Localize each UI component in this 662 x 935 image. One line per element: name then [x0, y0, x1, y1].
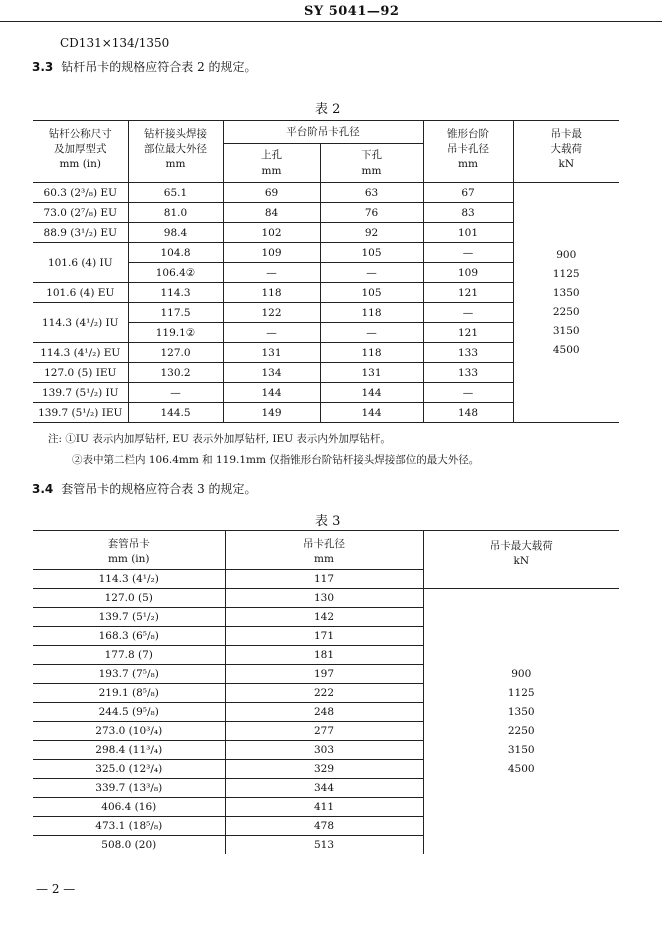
- t2-cell: 76: [320, 203, 423, 223]
- t2-cell: 83: [423, 203, 513, 223]
- load-value: 1350: [552, 286, 580, 299]
- t3-cell: 171: [225, 627, 423, 646]
- t2-h-max-load: 吊卡最 大载荷 kN: [513, 121, 619, 183]
- t2-cell: 127.0: [128, 343, 223, 363]
- t2-cell: 131: [320, 363, 423, 383]
- table2-note-1: 注: ①IU 表示内加厚钻杆, EU 表示外加厚钻杆, IEU 表示内外加厚钻杆。: [48, 433, 391, 445]
- t3-h-max-load: 吊卡最大载荷 kN: [423, 531, 619, 589]
- t2-cell: —: [423, 383, 513, 403]
- t3-cell: 277: [225, 722, 423, 741]
- t2-cell: 144: [320, 383, 423, 403]
- table2: [33, 120, 619, 423]
- section-number: 3.4: [32, 482, 54, 496]
- t2-cell: 127.0 (5) IEU: [33, 363, 128, 383]
- t2-cell: 114.3: [128, 283, 223, 303]
- t2-cell: 118: [320, 343, 423, 363]
- t3-cell: 142: [225, 608, 423, 627]
- t2-cell: —: [128, 383, 223, 403]
- t2-cell: 105: [320, 283, 423, 303]
- t2-cell: 109: [423, 263, 513, 283]
- t2-cell: —: [423, 303, 513, 323]
- t2-cell: 119.1②: [128, 323, 223, 343]
- t2-cell: —: [223, 323, 320, 343]
- t2-cell: 139.7 (5¹/₂) IEU: [33, 403, 128, 423]
- t2-cell: 109: [223, 243, 320, 263]
- t2-cell: 134: [223, 363, 320, 383]
- t2-cell: 144.5: [128, 403, 223, 423]
- section-text: 套管吊卡的规格应符合表 3 的规定。: [61, 482, 257, 496]
- standard-header: SY 5041—92: [304, 4, 400, 19]
- t3-cell: 193.7 (7⁵/₈): [33, 665, 225, 684]
- t2-cell: 133: [423, 343, 513, 363]
- t2-cell: 149: [223, 403, 320, 423]
- page-number: — 2 —: [36, 882, 76, 896]
- t2-cell: 114.3 (4¹/₂) EU: [33, 343, 128, 363]
- t3-cell: 303: [225, 741, 423, 760]
- load-value: 1350: [507, 705, 535, 718]
- t3-cell: 325.0 (12³/₄): [33, 760, 225, 779]
- t3-cell: 339.7 (13³/₈): [33, 779, 225, 798]
- t2-cell: 121: [423, 283, 513, 303]
- t2-h-lower-bore: 下孔 mm: [320, 144, 423, 183]
- t2-cell: —: [320, 323, 423, 343]
- t2-h-taper-bore: 锥形台阶 吊卡孔径 mm: [423, 121, 513, 183]
- t2-h-upper-bore: 上孔 mm: [223, 144, 320, 183]
- t2-cell: 81.0: [128, 203, 223, 223]
- t3-cell: 406.4 (16): [33, 798, 225, 817]
- load-value: 900: [511, 667, 532, 680]
- load-value: 4500: [507, 762, 535, 775]
- t3-cell: 244.5 (9⁵/₈): [33, 703, 225, 722]
- t2-cell: 101.6 (4) EU: [33, 283, 128, 303]
- t3-cell: 168.3 (6⁵/₈): [33, 627, 225, 646]
- t3-cell: 513: [225, 836, 423, 855]
- t2-cell: 98.4: [128, 223, 223, 243]
- t2-h-max-od: 钻杆接头焊接 部位最大外径 mm: [128, 121, 223, 183]
- t2-cell: 65.1: [128, 183, 223, 203]
- t3-cell: 478: [225, 817, 423, 836]
- t2-cell: 121: [423, 323, 513, 343]
- table2-title: 表 2: [315, 102, 341, 117]
- t2-cell: 69: [223, 183, 320, 203]
- t2-cell: 114.3 (4¹/₂) IU: [33, 303, 128, 343]
- t2-cell: 117.5: [128, 303, 223, 323]
- load-value: 900: [556, 248, 577, 261]
- t3-cell: 127.0 (5): [33, 589, 225, 608]
- t3-cell: 219.1 (8⁵/₈): [33, 684, 225, 703]
- t2-cell: 88.9 (3¹/₂) EU: [33, 223, 128, 243]
- t2-cell: 139.7 (5¹/₂) IU: [33, 383, 128, 403]
- t3-cell: 117: [225, 570, 423, 589]
- t3-cell: 139.7 (5¹/₂): [33, 608, 225, 627]
- section-number: 3.3: [32, 60, 54, 74]
- t2-h-pipe-size: 钻杆公称尺寸 及加厚型式 mm (in): [33, 121, 128, 183]
- t2-cell: 101: [423, 223, 513, 243]
- t2-cell: 133: [423, 363, 513, 383]
- t2-cell: 148: [423, 403, 513, 423]
- t3-cell: 298.4 (11³/₄): [33, 741, 225, 760]
- t2-cell: 63: [320, 183, 423, 203]
- load-value: 2250: [507, 724, 535, 737]
- t3-cell: 177.8 (7): [33, 646, 225, 665]
- t2-cell: —: [223, 263, 320, 283]
- t2-cell: 101.6 (4) IU: [33, 243, 128, 283]
- t2-cell: 60.3 (2³/₈) EU: [33, 183, 128, 203]
- t3-cell: 344: [225, 779, 423, 798]
- table2-note-2: ②表中第二栏内 106.4mm 和 119.1mm 仅指锥形台阶钻杆接头焊接部位的最大外径。: [72, 454, 480, 466]
- t2-cell: 104.8: [128, 243, 223, 263]
- t3-cell: 329: [225, 760, 423, 779]
- load-value: 2250: [552, 305, 580, 318]
- t3-cell: 181: [225, 646, 423, 665]
- t2-cell: 84: [223, 203, 320, 223]
- t3-cell: 130: [225, 589, 423, 608]
- t2-cell: —: [320, 263, 423, 283]
- load-value: 4500: [552, 343, 580, 356]
- t2-cell: 73.0 (2⁷/₈) EU: [33, 203, 128, 223]
- t2-cell: 105: [320, 243, 423, 263]
- load-value: 1125: [552, 267, 580, 280]
- section-3-4: [32, 480, 257, 497]
- t3-load-cell: [423, 589, 619, 855]
- section-text: 钻杆吊卡的规格应符合表 2 的规定。: [61, 60, 257, 74]
- t3-h-bore: 吊卡孔径 mm: [225, 531, 423, 570]
- t3-cell: 508.0 (20): [33, 836, 225, 855]
- section-3-3: [32, 58, 257, 75]
- t2-cell: 131: [223, 343, 320, 363]
- t2-cell: —: [423, 243, 513, 263]
- t2-cell: 102: [223, 223, 320, 243]
- t2-cell: 92: [320, 223, 423, 243]
- table3: [33, 530, 619, 854]
- t3-cell: 248: [225, 703, 423, 722]
- table3-title: 表 3: [315, 514, 341, 529]
- load-value: 1125: [507, 686, 535, 699]
- header-rule: [0, 21, 662, 22]
- t3-cell: 273.0 (10³/₄): [33, 722, 225, 741]
- t3-cell: 473.1 (18⁵/₈): [33, 817, 225, 836]
- table-row: [33, 589, 619, 608]
- t2-cell: 122: [223, 303, 320, 323]
- t2-cell: 106.4②: [128, 263, 223, 283]
- spec-line: CD131×134/1350: [60, 36, 170, 50]
- t2-cell: 130.2: [128, 363, 223, 383]
- t2-load-cell: [513, 183, 619, 423]
- t2-cell: 118: [223, 283, 320, 303]
- t3-cell: 197: [225, 665, 423, 684]
- t2-cell: 118: [320, 303, 423, 323]
- t2-h-flat-bore: 平台阶吊卡孔径: [223, 121, 423, 144]
- t2-cell: 67: [423, 183, 513, 203]
- t3-h-casing-size: 套管吊卡 mm (in): [33, 531, 225, 570]
- load-value: 3150: [552, 324, 580, 337]
- t2-cell: 144: [320, 403, 423, 423]
- t3-cell: 114.3 (4¹/₂): [33, 570, 225, 589]
- table-row: [33, 183, 619, 203]
- t3-cell: 222: [225, 684, 423, 703]
- t2-cell: 144: [223, 383, 320, 403]
- load-value: 3150: [507, 743, 535, 756]
- t3-cell: 411: [225, 798, 423, 817]
